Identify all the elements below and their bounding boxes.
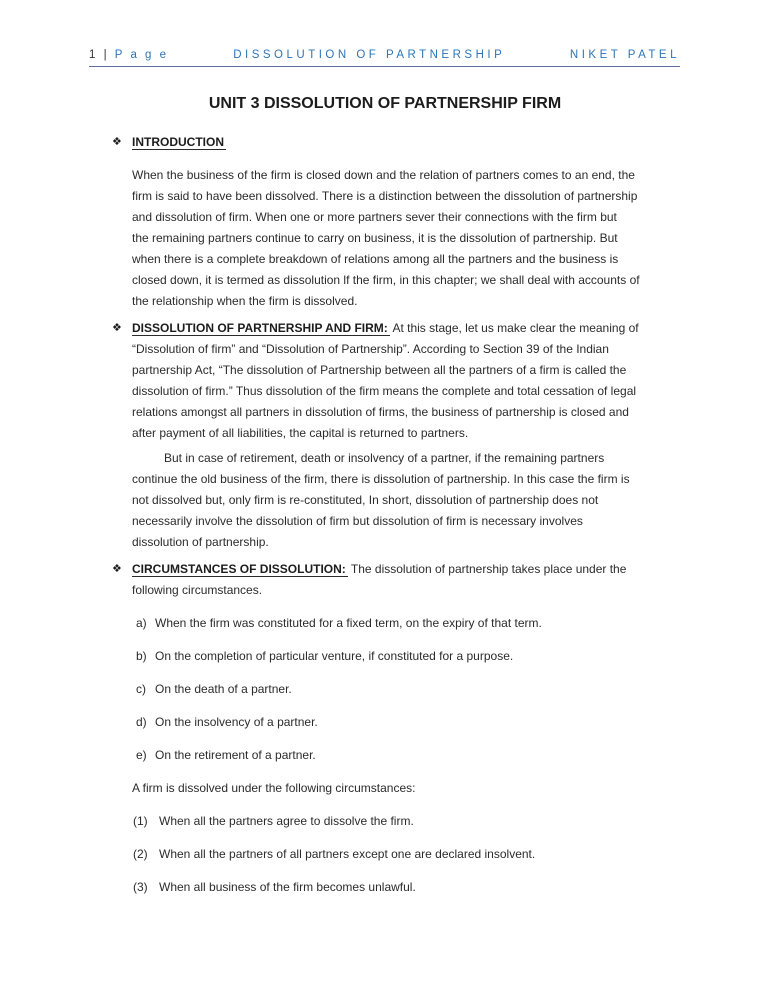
list-item <box>136 745 680 766</box>
document-body <box>112 67 680 898</box>
text-line: closed down, it is termed as dissolution lf the firm, in this chapter; we shall deal with accounts of <box>132 273 640 287</box>
list-text: On the death of a partner. <box>155 682 292 696</box>
document-title: UNIT 3 DISSOLUTION OF PARTNERSHIP FIRM <box>208 95 562 112</box>
page-header <box>89 46 680 67</box>
text-line: continue the old business of the firm, there is dissolution of partnership. In this case the firm is <box>132 472 630 486</box>
text-line: firm is said to have been dissolved. There is a distinction between the dissolution of partnership <box>132 189 638 203</box>
list-marker: (3) <box>133 880 148 894</box>
firm-dissolved-line: A firm is dissolved under the following circumstances: <box>132 781 416 795</box>
diamond-bullet-icon: ❖ <box>112 136 122 148</box>
text-line: When the business of the firm is closed down and the relation of partners comes to an end, the <box>132 168 635 182</box>
list-text: When all the partners agree to dissolve the firm. <box>159 814 414 828</box>
text-line: dissolution of firm.” Thus dissolution of the firm means the complete and total cessation of legal <box>132 384 637 398</box>
dissolution-heading: DISSOLUTION OF PARTNERSHIP AND FIRM: <box>132 321 388 335</box>
text-line: relations amongst all partners in dissolution of firms, the business of partnership is closed and <box>132 405 629 419</box>
diamond-bullet-icon: ❖ <box>112 563 122 575</box>
list-marker: (2) <box>133 847 148 861</box>
circumstances-heading: CIRCUMSTANCES OF DISSOLUTION: <box>132 562 346 576</box>
text-line: necessarily involve the dissolution of firm but dissolution of firm is necessary involves <box>132 514 583 528</box>
list-marker: (1) <box>133 814 148 828</box>
text-line: the relationship when the firm is dissolved. <box>132 294 358 308</box>
section-introduction-heading <box>112 132 680 153</box>
text-line: and dissolution of firm. When one or more partners sever their connections with the firm but <box>132 210 617 224</box>
list-text: When all the partners of all partners except one are declared insolvent. <box>159 847 536 861</box>
text-line: dissolution of partnership. <box>132 535 269 549</box>
list-text: On the completion of particular venture, if constituted for a purpose. <box>155 649 514 663</box>
text-line: after payment of all liabilities, the capital is returned to partners. <box>132 426 469 440</box>
list-item <box>136 679 680 700</box>
list-text: On the insolvency of a partner. <box>155 715 318 729</box>
text-line: following circumstances. <box>132 583 263 597</box>
list-item <box>133 844 680 865</box>
dissolution-paragraph-2 <box>132 448 680 553</box>
page-number <box>89 46 169 65</box>
list-text: On the retirement of a partner. <box>155 748 316 762</box>
section-dissolution <box>112 318 680 444</box>
list-item <box>133 877 680 898</box>
text-line: the remaining partners continue to carry on business, it is the dissolution of partnership. But <box>132 231 618 245</box>
list-marker: c) <box>136 682 146 696</box>
diamond-bullet-icon: ❖ <box>112 322 122 334</box>
text-line: when there is a complete breakdown of relations among all the partners and the business is <box>132 252 619 266</box>
text-run: At this stage, let us make clear the meaning of <box>392 321 639 335</box>
list-item <box>136 712 680 733</box>
list-marker: e) <box>136 748 147 762</box>
introduction-heading: INTRODUCTION <box>132 135 224 149</box>
page-number-value: 1 | <box>89 49 110 61</box>
list-marker: a) <box>136 616 147 630</box>
list-item <box>133 811 680 832</box>
text-line: “Dissolution of firm” and “Dissolution of Partnership”. According to Section 39 of the Indian <box>132 342 609 356</box>
text-line: But in case of retirement, death or insolvency of a partner, if the remaining partners <box>164 451 605 465</box>
page-word: P a g e <box>114 49 169 61</box>
introduction-paragraph <box>132 165 680 312</box>
list-text: When all business of the firm becomes unlawful. <box>159 880 416 894</box>
text-line: not dissolved but, only firm is re-constituted, In short, dissolution of partnership does not <box>132 493 599 507</box>
text-run: The dissolution of partnership takes place under the <box>350 562 627 576</box>
list-item <box>136 646 680 667</box>
section-circumstances <box>112 559 680 601</box>
list-marker: d) <box>136 715 147 729</box>
text-line: partnership Act, “The dissolution of Partnership between all the partners of a firm is called the <box>132 363 627 377</box>
header-document-title: DISSOLUTION OF PARTNERSHIP <box>233 49 506 61</box>
list-marker: b) <box>136 649 147 663</box>
list-item <box>136 613 680 634</box>
list-text: When the firm was constituted for a fixed term, on the expiry of that term. <box>155 616 542 630</box>
header-author: NIKET PATEL <box>569 49 680 61</box>
